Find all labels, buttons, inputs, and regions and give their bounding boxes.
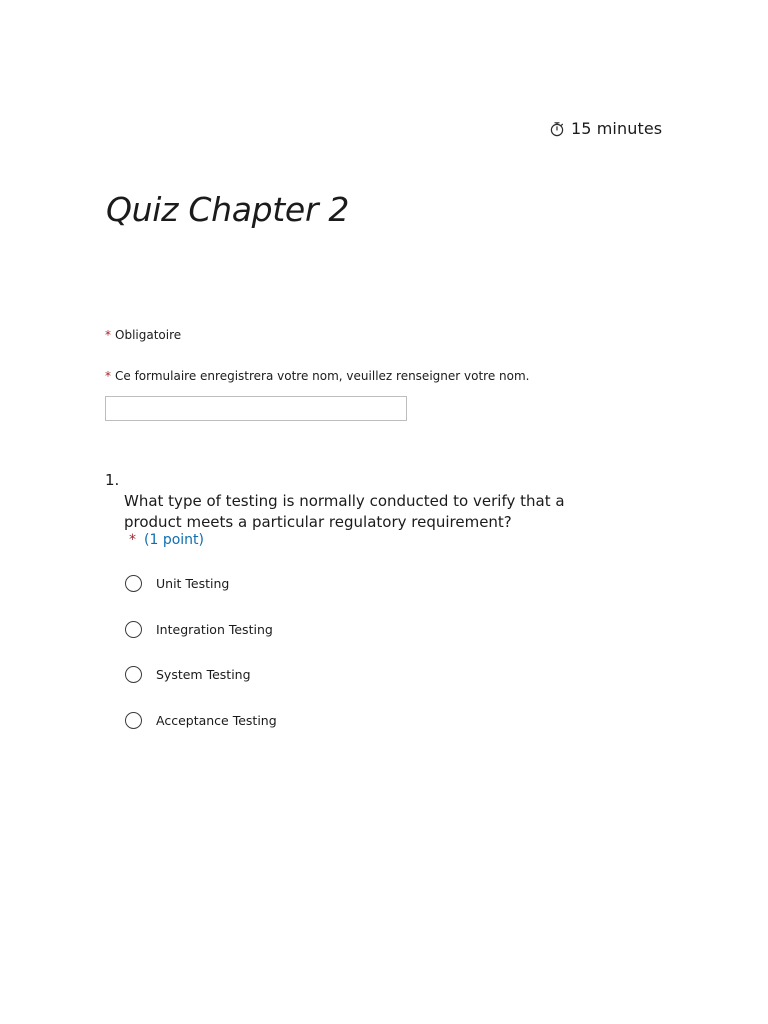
name-notice [105,369,529,383]
timer-label: 15 minutes [571,119,663,138]
name-notice-text: Ce formulaire enregistrera votre nom, veuillez renseigner votre nom. [115,369,530,383]
option-acceptance-testing[interactable] [125,712,277,729]
radio-button[interactable] [125,712,142,729]
option-label: Integration Testing [156,622,273,637]
option-integration-testing[interactable] [125,621,273,638]
question-text: What type of testing is normally conducted to verify that a product meets a particular regulatory requirement? [124,492,565,531]
required-note [105,328,181,342]
option-system-testing[interactable] [125,666,251,683]
radio-button[interactable] [125,666,142,683]
required-note-text: Obligatoire [115,328,182,342]
name-input[interactable] [105,396,407,421]
question-points: (1 point) [144,532,204,548]
option-unit-testing[interactable] [125,575,229,592]
timer [549,119,662,138]
required-star: * [105,369,111,383]
form-title: Quiz Chapter 2 [106,190,350,229]
required-star: * [105,328,111,342]
stopwatch-icon [549,121,565,137]
required-star: * [129,532,136,548]
question-number: 1. [105,471,120,489]
option-label: Unit Testing [156,576,230,591]
option-label: System Testing [156,667,251,682]
question-meta [129,532,204,548]
option-label: Acceptance Testing [156,713,277,728]
radio-button[interactable] [125,621,142,638]
radio-button[interactable] [125,575,142,592]
